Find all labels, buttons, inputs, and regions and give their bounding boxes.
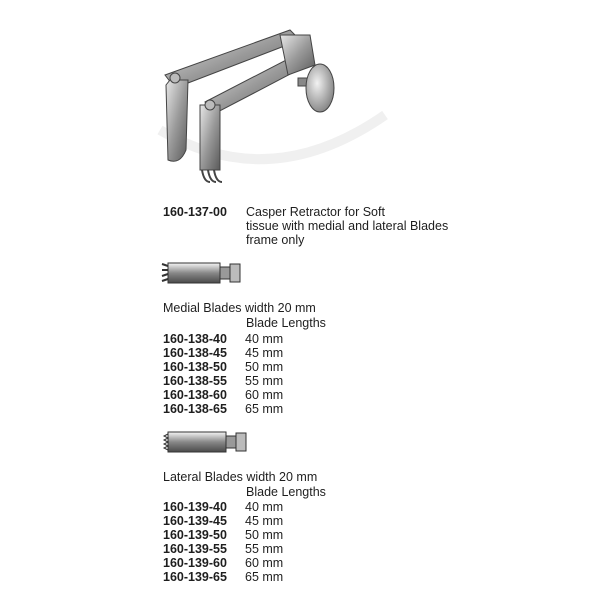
medial-code: 160-138-50 <box>163 360 227 374</box>
medial-length: 65 mm <box>245 402 284 416</box>
medial-length: 55 mm <box>245 374 284 388</box>
lateral-length: 65 mm <box>245 570 284 584</box>
medial-code: 160-138-40 <box>163 332 227 346</box>
product-description-line-2: tissue with medial and lateral Blades <box>246 219 449 233</box>
medial-heading: Medial Blades width 20 mm <box>163 301 316 315</box>
lateral-subheading: Blade Lengths <box>246 485 326 499</box>
lateral-heading: Lateral Blades width 20 mm <box>163 470 318 484</box>
medial-code: 160-138-55 <box>163 374 227 388</box>
lateral-blade-image <box>160 428 250 456</box>
medial-code: 160-138-60 <box>163 388 227 402</box>
product-code: 160-137-00 <box>163 205 227 219</box>
medial-length: 50 mm <box>245 360 284 374</box>
medial-blade-image <box>160 258 245 288</box>
lateral-code: 160-139-65 <box>163 570 227 584</box>
product-description-line-1: Casper Retractor for Soft <box>246 205 385 219</box>
lateral-code: 160-139-40 <box>163 500 227 514</box>
retractor-frame-image <box>150 20 390 190</box>
lateral-length: 50 mm <box>245 528 284 542</box>
lateral-code: 160-139-45 <box>163 514 227 528</box>
lateral-length: 60 mm <box>245 556 284 570</box>
medial-length: 40 mm <box>245 332 284 346</box>
lateral-length: 45 mm <box>245 514 284 528</box>
product-description-line-3: frame only <box>246 233 305 247</box>
medial-subheading: Blade Lengths <box>246 316 326 330</box>
lateral-code: 160-139-50 <box>163 528 227 542</box>
lateral-code: 160-139-55 <box>163 542 227 556</box>
lateral-code: 160-139-60 <box>163 556 227 570</box>
medial-code: 160-138-65 <box>163 402 227 416</box>
medial-length: 60 mm <box>245 388 284 402</box>
lateral-length: 40 mm <box>245 500 284 514</box>
medial-length: 45 mm <box>245 346 284 360</box>
lateral-length: 55 mm <box>245 542 284 556</box>
medial-code: 160-138-45 <box>163 346 227 360</box>
